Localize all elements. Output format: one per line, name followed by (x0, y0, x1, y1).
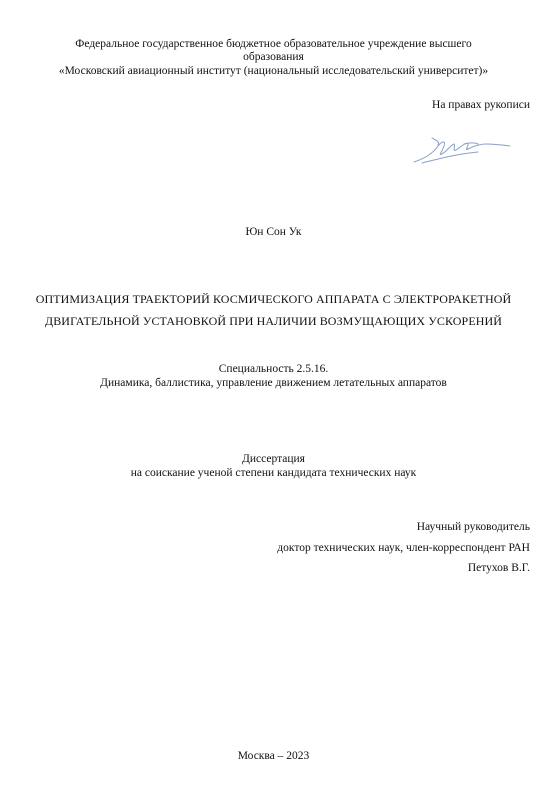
dissertation-title-line-2: ДВИГАТЕЛЬНОЙ УСТАНОВКОЙ ПРИ НАЛИЧИИ ВОЗМУЩАЮЩИХ УСКОРЕНИЙ (44, 314, 503, 328)
handwritten-signature (408, 132, 516, 168)
manuscript-note: На правах рукописи (432, 99, 530, 111)
place-and-year: Москва – 2023 (237, 750, 310, 762)
dissertation-type: Диссертация (242, 453, 305, 465)
dissertation-degree: на соискание ученой степени кандидата технических наук (130, 467, 417, 479)
supervisor-credentials: доктор технических наук, член-корреспондент РАН (277, 542, 530, 554)
dissertation-title-line-1: ОПТИМИЗАЦИЯ ТРАЕКТОРИЙ КОСМИЧЕСКОГО АППАРАТА С ЭЛЕКТРОРАКЕТНОЙ (35, 292, 512, 306)
institution-line-1: Федеральное государственное бюджетное образовательное учреждение высшего (75, 38, 472, 50)
supervisor-label: Научный руководитель (416, 521, 530, 533)
specialty-name: Динамика, баллистика, управление движением летательных аппаратов (100, 377, 447, 389)
supervisor-name: Петухов В.Г. (467, 562, 530, 574)
institution-line-2: образования (243, 51, 304, 63)
specialty-code: Специальность 2.5.16. (218, 363, 329, 375)
institution-line-3: «Московский авиационный институт (национальный исследовательский университет)» (58, 65, 489, 77)
author-name: Юн Сон Ук (245, 226, 302, 238)
